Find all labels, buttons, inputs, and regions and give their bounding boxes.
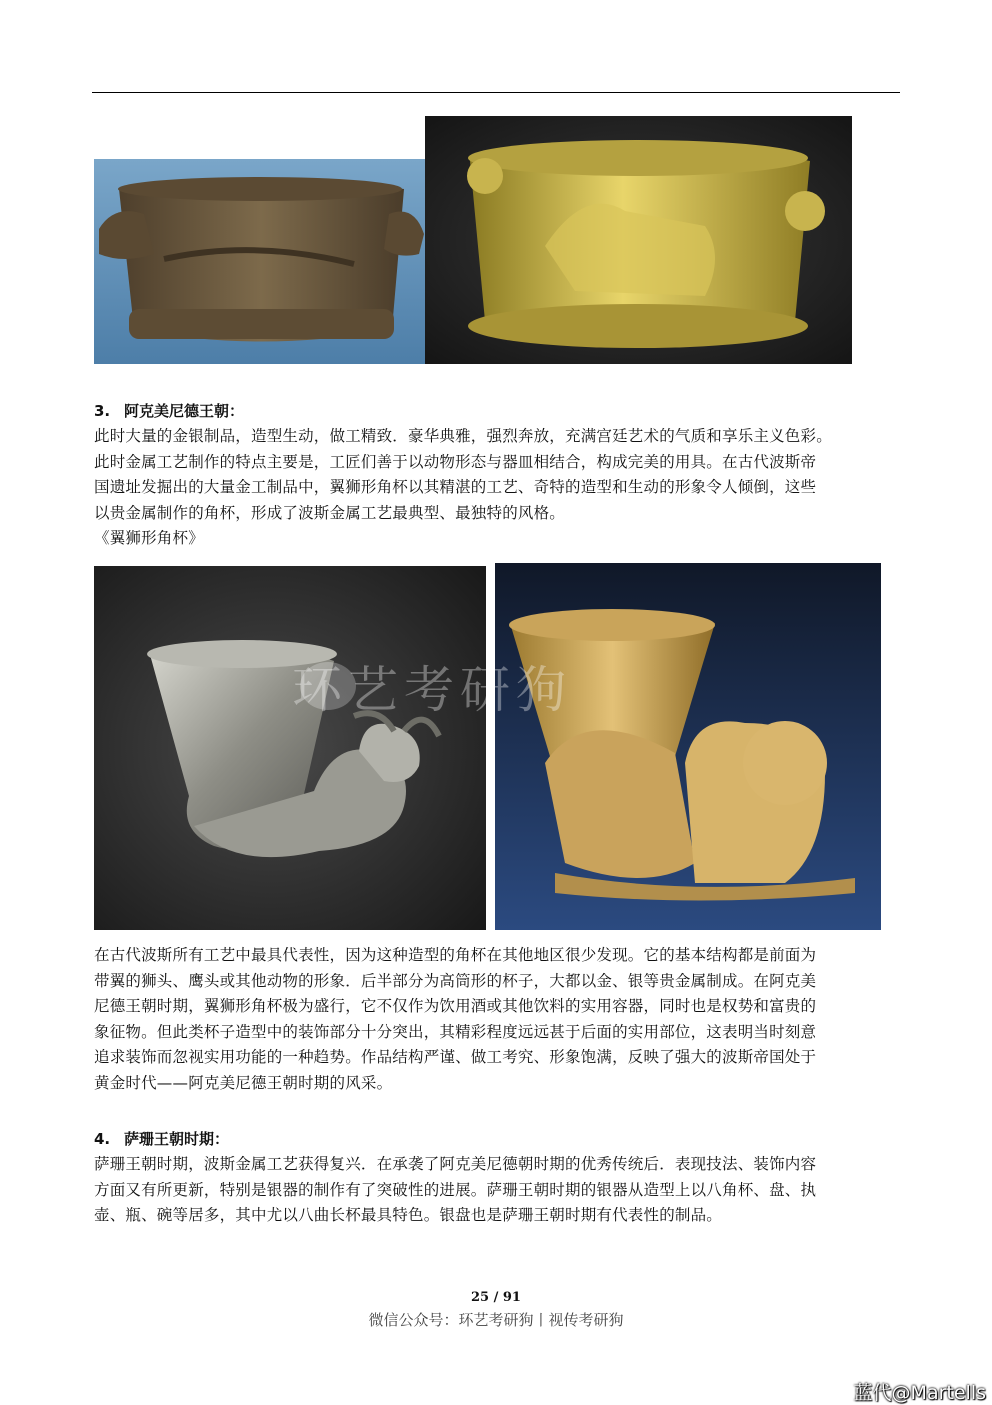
section3-line: 此时金属工艺制作的特点主要是，工匠们善于以动物形态与器皿相结合，构成完美的用具。在古代波斯帝 [94, 452, 817, 471]
silver-rhyton-photo [94, 566, 486, 930]
section4-line: 萨珊王朝时期，波斯金属工艺获得复兴．在承袭了阿克美尼德朝时期的优秀传统后．表现技法、装饰内容 [94, 1155, 817, 1173]
rhyton-line: 带翼的狮头、鹰头或其他动物的形象．后半部分为高筒形的杯子，大都以金、银等贵金属制成。在阿克美 [94, 971, 817, 990]
watermark-logo-icon [300, 662, 356, 710]
rhyton-line: 象征物。但此类杯子造型中的装饰部分十分突出，其精彩程度远远甚于后面的实用部位，这表明当时刻意 [94, 1022, 817, 1041]
image-watermark: 环艺考研狗 [292, 661, 572, 719]
section4-line: 壶、瓶、碗等居多，其中尤以八曲长杯最具特色。银盘也是萨珊王朝时期有代表性的制品。 [94, 1206, 723, 1224]
rhyton-paragraph [94, 943, 902, 1096]
section3-line: 此时大量的金银制品，造型生动，做工精致．豪华典雅，强烈奔放，充满宫廷艺术的气质和享乐主义色彩。 [94, 427, 832, 445]
gold-rhyton-photo [495, 563, 881, 930]
header-rule [92, 92, 900, 93]
footer-wechat: 微信公众号：环艺考研狗丨视传考研狗 [368, 1311, 624, 1329]
rhyton-line: 黄金时代——阿克美尼德王朝时期的风采。 [94, 1073, 393, 1092]
section3-heading [94, 400, 244, 422]
section4-number: 4. [94, 1130, 111, 1148]
page-number: 25 / 91 [471, 1290, 521, 1305]
section4-title: 萨珊王朝时期： [124, 1130, 230, 1148]
bronze-bowl-photo [94, 159, 426, 364]
section3-number: 3. [94, 402, 111, 420]
section3-line: 以贵金属制作的角杯，形成了波斯金属工艺最典型、最独特的风格。 [94, 503, 566, 522]
section3-title: 阿克美尼德王朝： [124, 402, 245, 420]
section4-body [94, 1152, 902, 1229]
section3-line: 国遗址发掘出的大量金工制品中，翼狮形角杯以其精湛的工艺、奇特的造型和生动的形象令人倾倒，这些 [94, 478, 817, 496]
corner-watermark: 蓝代@Martells [853, 1382, 986, 1404]
section4-heading [94, 1128, 229, 1150]
gold-bowl-photo [425, 116, 852, 364]
rhyton-caption: 《翼狮形角杯》 [94, 529, 204, 547]
rhyton-line: 在古代波斯所有工艺中最具代表性，因为这种造型的角杯在其他地区很少发现。它的基本结构都是前面为 [94, 946, 817, 964]
section4-line: 方面又有所更新，特别是银器的制作有了突破性的进展。萨珊王朝时期的银器从造型上以八角杯、盘、执 [94, 1180, 817, 1199]
rhyton-line: 追求装饰而忽视实用功能的一种趋势。作品结构严谨、做工考究、形象饱满，反映了强大的波斯帝国处于 [94, 1048, 817, 1066]
section3-body [94, 424, 902, 552]
rhyton-line: 尼德王朝时期，翼狮形角杯极为盛行，它不仅作为饮用酒或其他饮料的实用容器，同时也是权势和富贵的 [94, 997, 817, 1015]
